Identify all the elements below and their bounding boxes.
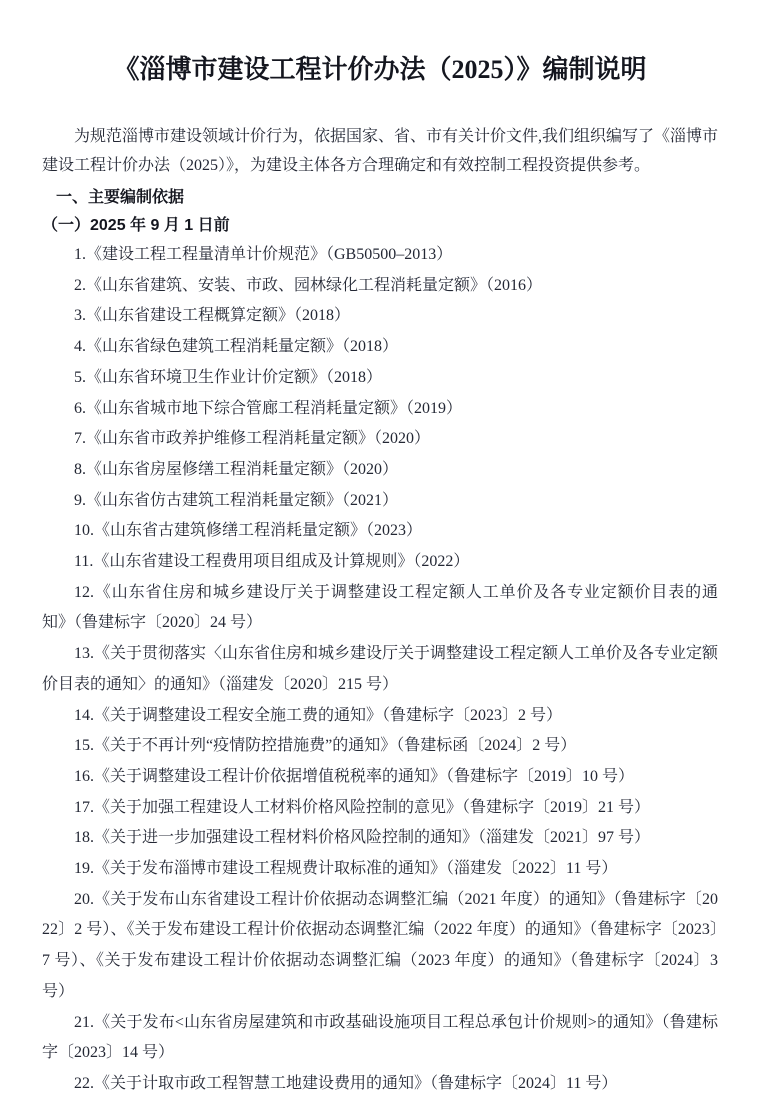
reference-list-item: 2.《山东省建筑、安装、市政、园林绿化工程消耗量定额》（2016） xyxy=(74,276,543,294)
reference-list-item: 4.《山东省绿色建筑工程消耗量定额》（2018） xyxy=(74,338,399,356)
reference-list-item: 7.《山东省市政养护维修工程消耗量定额》（2020） xyxy=(74,430,431,448)
reference-list-item: 10.《山东省古建筑修缮工程消耗量定额》（2023） xyxy=(74,522,423,540)
reference-list-item: 17.《关于加强工程建设人工材料价格风险控制的意见》（鲁建标字〔2019〕21 号） xyxy=(74,798,651,816)
reference-list-item: 8.《山东省房屋修缮工程消耗量定额》（2020） xyxy=(74,460,399,478)
reference-list-item: 14.《关于调整建设工程安全施工费的通知》（鲁建标字〔2023〕2 号） xyxy=(74,706,563,724)
section-heading-main-basis: 一、主要编制依据 xyxy=(56,189,185,206)
document-title: 《淄博市建设工程计价办法（2025）》编制说明 xyxy=(113,55,647,84)
reference-list-item: 13.《关于贯彻落实〈山东省住房和城乡建设厅关于调整建设工程定额人工单价及各专业定额价目表的通知〉的通知》（淄建发〔2020〕215 号） xyxy=(42,645,719,693)
reference-list-item: 5.《山东省环境卫生作业计价定额》（2018） xyxy=(74,368,383,386)
reference-list-item: 22.《关于计取市政工程智慧工地建设费用的通知》（鲁建标字〔2024〕11 号） xyxy=(74,1074,618,1092)
reference-list-item: 16.《关于调整建设工程计价依据增值税税率的通知》（鲁建标字〔2019〕10 号） xyxy=(74,767,635,785)
reference-list-item: 20.《关于发布山东省建设工程计价依据动态调整汇编（2021 年度）的通知》（鲁建标字〔2022〕2 号）、《关于发布建设工程计价依据动态调整汇编（2022 年度）的通知》（鲁建标字〔2023〕7 号）、《关于发布建设工程计价依据动态调整汇编（2023 年度）的通知》（鲁建标字〔2024〕3 号） xyxy=(42,890,718,1000)
reference-list-item: 15.《关于不再计列“疫情防控措施费”的通知》（鲁建标函〔2024〕2 号） xyxy=(74,737,577,755)
reference-list-item: 19.《关于发布淄博市建设工程规费计取标准的通知》（淄建发〔2022〕11 号） xyxy=(74,860,618,878)
intro-paragraph: 为规范淄博市建设领域计价行为，依据国家、省、市有关计价文件,我们组织编写了《淄博市建设工程计价办法（2025）》，为建设主体各方合理确定和有效控制工程投资提供参考。 xyxy=(42,128,719,174)
reference-list-item: 6.《山东省城市地下综合管廊工程消耗量定额》（2019） xyxy=(74,399,463,417)
reference-list-item: 1.《建设工程工程量清单计价规范》（GB50500–2013） xyxy=(74,246,453,263)
subsection-heading-before-date: （一）2025 年 9 月 1 日前 xyxy=(42,217,230,234)
reference-list-item: 9.《山东省仿古建筑工程消耗量定额》（2021） xyxy=(74,491,399,509)
reference-list-item: 3.《山东省建设工程概算定额》（2018） xyxy=(74,307,351,325)
reference-list-item: 18.《关于进一步加强建设工程材料价格风险控制的通知》（淄建发〔2021〕97 号） xyxy=(74,829,651,847)
reference-list-item: 11.《山东省建设工程费用项目组成及计算规则》（2022） xyxy=(74,553,470,571)
reference-list-item: 21.《关于发布<山东省房屋建筑和市政基础设施项目工程总承包计价规则>的通知》（鲁建标字〔2023〕14 号） xyxy=(42,1013,718,1062)
reference-list-item: 12.《山东省住房和城乡建设厅关于调整建设工程定额人工单价及各专业定额价目表的通知》（鲁建标字〔2020〕24 号） xyxy=(42,583,718,632)
